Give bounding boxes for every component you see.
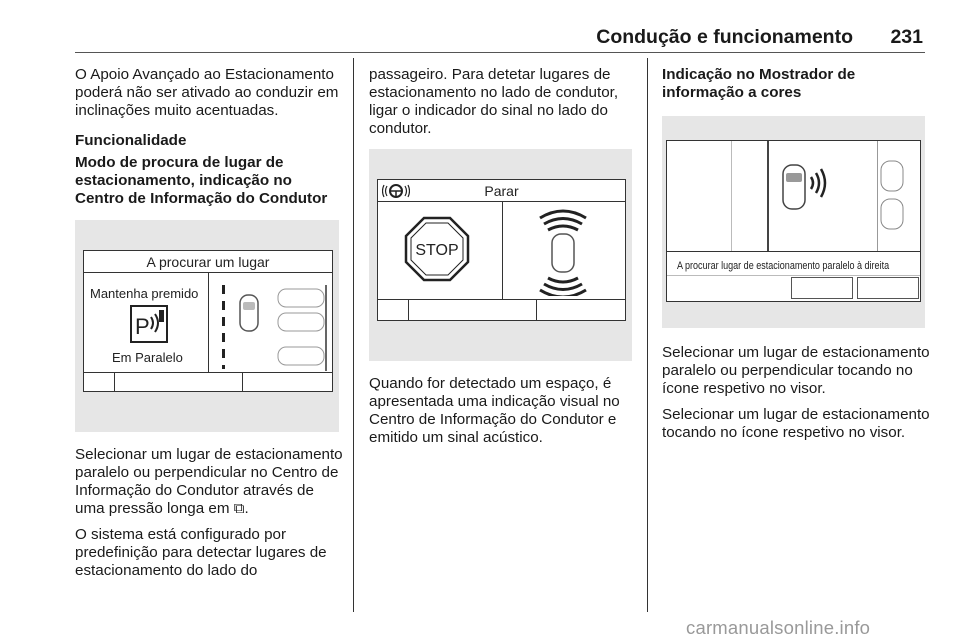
parking-sensor-graphic <box>528 206 598 296</box>
paragraph: Selecionar um lugar de estacionamento paralelo ou perpendicular no Centro de Informação do Condutor através de uma pressão longa em ⧉. <box>75 446 343 517</box>
parallel-parking-scene <box>777 159 917 243</box>
column-2 <box>369 66 634 455</box>
paragraph: Selecionar um lugar de estacionamento paralelo ou perpendicular tocando no ícone respetivo no visor. <box>662 344 930 397</box>
svg-text:P: P <box>135 314 150 339</box>
parking-mode-button[interactable] <box>791 277 853 299</box>
display-caption: A procurar lugar de estacionamento paralelo à direita <box>677 260 890 272</box>
parking-scene-graphic <box>234 285 330 371</box>
column-3 <box>662 66 930 450</box>
header-rule <box>75 52 925 53</box>
section-heading: Indicação no Mostrador de informação a cores <box>662 66 856 101</box>
paragraph: Selecionar um lugar de estacionamento tocando no ícone respetivo no visor. <box>662 406 930 441</box>
section-heading: Funcionalidade <box>75 132 187 149</box>
stop-sign-text: STOP <box>415 242 459 259</box>
parking-mode-button[interactable] <box>857 277 919 299</box>
mode-label: Em Paralelo <box>112 350 183 365</box>
stop-sign-icon <box>404 216 470 282</box>
parking-sensor-icon <box>130 305 168 343</box>
driver-info-display <box>83 250 333 392</box>
column-1 <box>75 66 345 588</box>
page-number: 231 <box>890 26 923 48</box>
paragraph: passageiro. Para detetar lugares de estacionamento no lado de condutor, ligar o indicador do sinal no lado do condutor. <box>369 66 619 137</box>
page-header <box>75 22 925 50</box>
paragraph: O Apoio Avançado ao Estacionamento poderá não ser ativado ao conduzir em inclinações muito acentuadas. <box>75 66 339 119</box>
hold-label: Mantenha premido <box>90 286 199 301</box>
watermark: carmanualsonline.info <box>686 617 871 638</box>
display-title: Parar <box>484 183 519 199</box>
column-divider <box>353 58 354 612</box>
paragraph: Quando for detectado um espaço, é apresentada uma indicação visual no Centro de Informação do Condutor e emitido um sinal acústico. <box>369 375 620 446</box>
paragraph: O sistema está configurado por predefinição para detectar lugares de estacionamento do lado do <box>75 526 327 579</box>
color-display-figure <box>662 116 925 328</box>
chapter-title: Condução e funcionamento <box>596 26 853 48</box>
driver-info-display <box>377 179 626 321</box>
subsection-heading: Modo de procura de lugar de estacionamento, indicação no Centro de Informação do Condutor <box>75 154 328 207</box>
color-info-display <box>666 140 921 302</box>
column-divider <box>647 58 648 612</box>
dic-parking-search-figure <box>75 220 339 432</box>
dic-stop-figure <box>369 149 632 361</box>
display-title: A procurar um lugar <box>146 254 270 270</box>
